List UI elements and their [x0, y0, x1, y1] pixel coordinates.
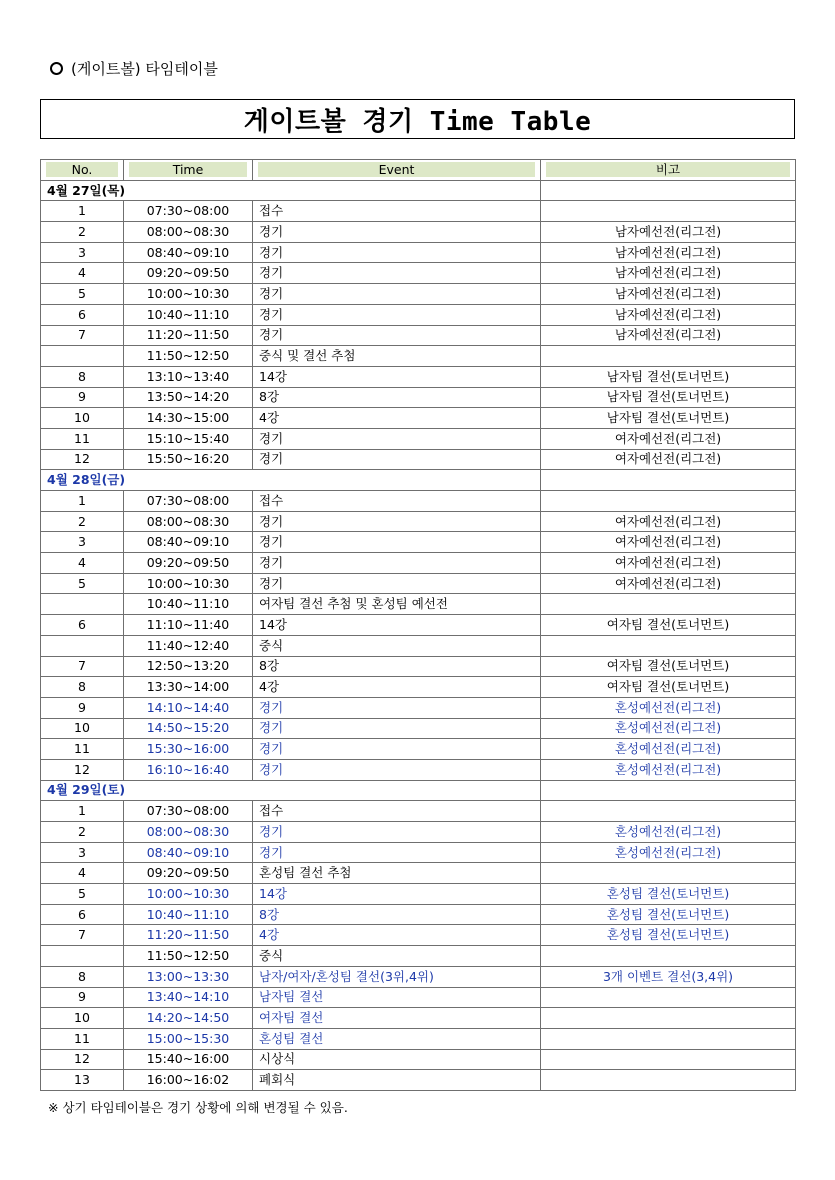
table-row: [41, 408, 796, 429]
cell-time: 07:30~08:00: [124, 201, 253, 222]
table-row: [41, 1008, 796, 1029]
table-row: [41, 1049, 796, 1070]
cell-event: 경기: [253, 449, 541, 470]
cell-no: 6: [41, 904, 124, 925]
cell-no: 1: [41, 801, 124, 822]
day-label: 4월 29일(토): [41, 780, 541, 801]
cell-no: 2: [41, 822, 124, 843]
cell-event: 경기: [253, 242, 541, 263]
table-row: [41, 304, 796, 325]
cell-note: 남자팀 결선(토너먼트): [541, 387, 796, 408]
table-row: [41, 263, 796, 284]
cell-time: 16:10~16:40: [124, 759, 253, 780]
cell-note: [541, 346, 796, 367]
table-row: [41, 822, 796, 843]
cell-no: 1: [41, 491, 124, 512]
table-row: [41, 987, 796, 1008]
cell-note: 혼성예선전(리그전): [541, 842, 796, 863]
cell-no: 9: [41, 697, 124, 718]
cell-note: [541, 863, 796, 884]
table-row: [41, 449, 796, 470]
cell-time: 10:40~11:10: [124, 904, 253, 925]
cell-time: 08:40~09:10: [124, 842, 253, 863]
day-header-row: [41, 180, 796, 201]
cell-event: 8강: [253, 656, 541, 677]
cell-time: 13:40~14:10: [124, 987, 253, 1008]
table-row: [41, 346, 796, 367]
cell-no: 5: [41, 573, 124, 594]
cell-no: 6: [41, 304, 124, 325]
cell-no: 5: [41, 284, 124, 305]
cell-note: 혼성예선전(리그전): [541, 739, 796, 760]
cell-note: [541, 491, 796, 512]
table-row: [41, 325, 796, 346]
cell-note: [541, 1070, 796, 1091]
cell-time: 13:50~14:20: [124, 387, 253, 408]
table-row: [41, 222, 796, 243]
table-row: [41, 884, 796, 905]
cell-note: 여자예선전(리그전): [541, 532, 796, 553]
day-note-cell: [541, 780, 796, 801]
cell-note: 혼성예선전(리그전): [541, 718, 796, 739]
cell-event: 남자/여자/혼성팀 결선(3위,4위): [253, 966, 541, 987]
cell-time: 14:50~15:20: [124, 718, 253, 739]
column-header-note: 비고: [541, 160, 796, 181]
cell-event: 경기: [253, 511, 541, 532]
cell-time: 09:20~09:50: [124, 553, 253, 574]
cell-time: 11:20~11:50: [124, 325, 253, 346]
cell-no: 10: [41, 408, 124, 429]
table-row: [41, 1070, 796, 1091]
column-header-time: Time: [124, 160, 253, 181]
cell-time: 09:20~09:50: [124, 863, 253, 884]
table-row: [41, 863, 796, 884]
cell-event: 경기: [253, 739, 541, 760]
cell-time: 07:30~08:00: [124, 491, 253, 512]
cell-no: 7: [41, 325, 124, 346]
cell-note: [541, 594, 796, 615]
cell-time: 11:50~12:50: [124, 946, 253, 967]
cell-time: 08:00~08:30: [124, 511, 253, 532]
cell-event: 중식: [253, 946, 541, 967]
cell-note: 여자예선전(리그전): [541, 511, 796, 532]
cell-event: 14강: [253, 884, 541, 905]
cell-no: 11: [41, 739, 124, 760]
cell-note: 여자팀 결선(토너먼트): [541, 656, 796, 677]
cell-event: 접수: [253, 201, 541, 222]
cell-time: 09:20~09:50: [124, 263, 253, 284]
cell-no: [41, 946, 124, 967]
day-label: 4월 27일(목): [41, 180, 541, 201]
cell-no: 2: [41, 222, 124, 243]
table-row: [41, 615, 796, 636]
column-header-no: No.: [41, 160, 124, 181]
table-row: [41, 759, 796, 780]
cell-no: 4: [41, 553, 124, 574]
table-row: [41, 635, 796, 656]
cell-note: 남자예선전(리그전): [541, 242, 796, 263]
cell-event: 경기: [253, 284, 541, 305]
cell-note: [541, 1028, 796, 1049]
cell-no: 12: [41, 449, 124, 470]
cell-event: 4강: [253, 677, 541, 698]
cell-no: 9: [41, 987, 124, 1008]
cell-note: 여자예선전(리그전): [541, 573, 796, 594]
cell-note: 남자예선전(리그전): [541, 263, 796, 284]
cell-event: 4강: [253, 925, 541, 946]
cell-time: 10:00~10:30: [124, 884, 253, 905]
cell-time: 11:20~11:50: [124, 925, 253, 946]
cell-no: 7: [41, 925, 124, 946]
cell-event: 경기: [253, 822, 541, 843]
cell-time: 15:40~16:00: [124, 1049, 253, 1070]
cell-event: 경기: [253, 759, 541, 780]
cell-no: 10: [41, 718, 124, 739]
cell-time: 08:40~09:10: [124, 532, 253, 553]
cell-note: 남자예선전(리그전): [541, 222, 796, 243]
table-row: [41, 284, 796, 305]
cell-event: 경기: [253, 222, 541, 243]
cell-note: 남자예선전(리그전): [541, 284, 796, 305]
cell-no: 6: [41, 615, 124, 636]
cell-no: 12: [41, 759, 124, 780]
cell-note: [541, 1008, 796, 1029]
cell-event: 중식 및 결선 추첨: [253, 346, 541, 367]
cell-note: 혼성예선전(리그전): [541, 759, 796, 780]
cell-no: 4: [41, 863, 124, 884]
table-row: [41, 573, 796, 594]
cell-time: 15:50~16:20: [124, 449, 253, 470]
circle-bullet-icon: [50, 62, 63, 75]
cell-note: 혼성팀 결선(토너먼트): [541, 884, 796, 905]
cell-event: 경기: [253, 532, 541, 553]
cell-no: 7: [41, 656, 124, 677]
column-header-event: Event: [253, 160, 541, 181]
cell-event: 여자팀 결선: [253, 1008, 541, 1029]
table-row: [41, 677, 796, 698]
table-row: [41, 801, 796, 822]
cell-note: [541, 635, 796, 656]
cell-no: 9: [41, 387, 124, 408]
day-label: 4월 28일(금): [41, 470, 541, 491]
cell-event: 8강: [253, 904, 541, 925]
cell-event: 경기: [253, 842, 541, 863]
table-row: [41, 842, 796, 863]
cell-note: 남자예선전(리그전): [541, 304, 796, 325]
cell-time: 10:00~10:30: [124, 573, 253, 594]
cell-no: [41, 635, 124, 656]
cell-no: 1: [41, 201, 124, 222]
table-row: [41, 491, 796, 512]
cell-note: 여자팀 결선(토너먼트): [541, 677, 796, 698]
table-header-row: [41, 160, 796, 181]
cell-note: 남자팀 결선(토너먼트): [541, 366, 796, 387]
cell-note: 혼성예선전(리그전): [541, 697, 796, 718]
cell-time: 15:30~16:00: [124, 739, 253, 760]
cell-event: 4강: [253, 408, 541, 429]
cell-event: 접수: [253, 801, 541, 822]
cell-event: 경기: [253, 325, 541, 346]
cell-time: 15:10~15:40: [124, 428, 253, 449]
cell-no: 2: [41, 511, 124, 532]
table-row: [41, 532, 796, 553]
cell-no: 8: [41, 966, 124, 987]
cell-time: 13:00~13:30: [124, 966, 253, 987]
cell-note: 여자예선전(리그전): [541, 553, 796, 574]
cell-time: 08:00~08:30: [124, 822, 253, 843]
table-row: [41, 904, 796, 925]
cell-event: 8강: [253, 387, 541, 408]
page-title: 게이트볼 경기 Time Table: [40, 99, 795, 139]
cell-time: 14:30~15:00: [124, 408, 253, 429]
cell-event: 남자팀 결선: [253, 987, 541, 1008]
cell-time: 13:30~14:00: [124, 677, 253, 698]
cell-time: 10:40~11:10: [124, 304, 253, 325]
day-header-row: [41, 780, 796, 801]
cell-event: 혼성팀 결선: [253, 1028, 541, 1049]
cell-no: 8: [41, 677, 124, 698]
day-note-cell: [541, 180, 796, 201]
cell-time: 08:00~08:30: [124, 222, 253, 243]
cell-no: 13: [41, 1070, 124, 1091]
cell-no: 10: [41, 1008, 124, 1029]
table-row: [41, 242, 796, 263]
footnote: ※ 상기 타임테이블은 경기 상황에 의해 변경될 수 있음.: [48, 1100, 348, 1115]
section-heading: [50, 58, 218, 79]
cell-event: 경기: [253, 718, 541, 739]
cell-note: 혼성팀 결선(토너먼트): [541, 904, 796, 925]
cell-no: 3: [41, 842, 124, 863]
cell-event: 시상식: [253, 1049, 541, 1070]
cell-time: 11:10~11:40: [124, 615, 253, 636]
cell-no: 5: [41, 884, 124, 905]
cell-no: 11: [41, 428, 124, 449]
table-row: [41, 946, 796, 967]
table-row: [41, 511, 796, 532]
table-row: [41, 387, 796, 408]
cell-time: 07:30~08:00: [124, 801, 253, 822]
cell-note: 혼성팀 결선(토너먼트): [541, 925, 796, 946]
cell-note: [541, 1049, 796, 1070]
cell-time: 11:40~12:40: [124, 635, 253, 656]
table-row: [41, 428, 796, 449]
table-row: [41, 366, 796, 387]
cell-event: 폐회식: [253, 1070, 541, 1091]
table-row: [41, 697, 796, 718]
cell-event: 14강: [253, 366, 541, 387]
cell-time: 10:40~11:10: [124, 594, 253, 615]
cell-time: 08:40~09:10: [124, 242, 253, 263]
cell-note: 혼성예선전(리그전): [541, 822, 796, 843]
cell-event: 여자팀 결선 추첨 및 혼성팀 예선전: [253, 594, 541, 615]
cell-no: [41, 594, 124, 615]
table-row: [41, 925, 796, 946]
cell-note: [541, 801, 796, 822]
cell-no: 8: [41, 366, 124, 387]
cell-note: 여자예선전(리그전): [541, 428, 796, 449]
cell-note: 남자팀 결선(토너먼트): [541, 408, 796, 429]
section-heading-text: (게이트볼) 타임테이블: [71, 60, 218, 78]
table-row: [41, 739, 796, 760]
cell-note: [541, 201, 796, 222]
cell-time: 13:10~13:40: [124, 366, 253, 387]
cell-event: 경기: [253, 573, 541, 594]
table-row: [41, 553, 796, 574]
cell-event: 경기: [253, 428, 541, 449]
cell-time: 16:00~16:02: [124, 1070, 253, 1091]
cell-time: 15:00~15:30: [124, 1028, 253, 1049]
table-row: [41, 201, 796, 222]
cell-time: 14:10~14:40: [124, 697, 253, 718]
cell-event: 혼성팀 결선 추첨: [253, 863, 541, 884]
timetable: [40, 159, 796, 1091]
cell-event: 접수: [253, 491, 541, 512]
cell-no: 3: [41, 532, 124, 553]
cell-note: 여자예선전(리그전): [541, 449, 796, 470]
cell-event: 14강: [253, 615, 541, 636]
table-row: [41, 594, 796, 615]
day-note-cell: [541, 470, 796, 491]
cell-no: 11: [41, 1028, 124, 1049]
table-row: [41, 1028, 796, 1049]
cell-event: 경기: [253, 263, 541, 284]
cell-note: 남자예선전(리그전): [541, 325, 796, 346]
cell-event: 중식: [253, 635, 541, 656]
table-row: [41, 656, 796, 677]
cell-time: 10:00~10:30: [124, 284, 253, 305]
cell-no: [41, 346, 124, 367]
cell-note: [541, 946, 796, 967]
cell-note: 여자팀 결선(토너먼트): [541, 615, 796, 636]
cell-event: 경기: [253, 553, 541, 574]
table-row: [41, 966, 796, 987]
cell-time: 12:50~13:20: [124, 656, 253, 677]
cell-event: 경기: [253, 697, 541, 718]
cell-time: 14:20~14:50: [124, 1008, 253, 1029]
table-row: [41, 718, 796, 739]
cell-no: 12: [41, 1049, 124, 1070]
cell-time: 11:50~12:50: [124, 346, 253, 367]
cell-event: 경기: [253, 304, 541, 325]
cell-no: 4: [41, 263, 124, 284]
cell-note: 3개 이벤트 결선(3,4위): [541, 966, 796, 987]
cell-note: [541, 987, 796, 1008]
cell-no: 3: [41, 242, 124, 263]
day-header-row: [41, 470, 796, 491]
